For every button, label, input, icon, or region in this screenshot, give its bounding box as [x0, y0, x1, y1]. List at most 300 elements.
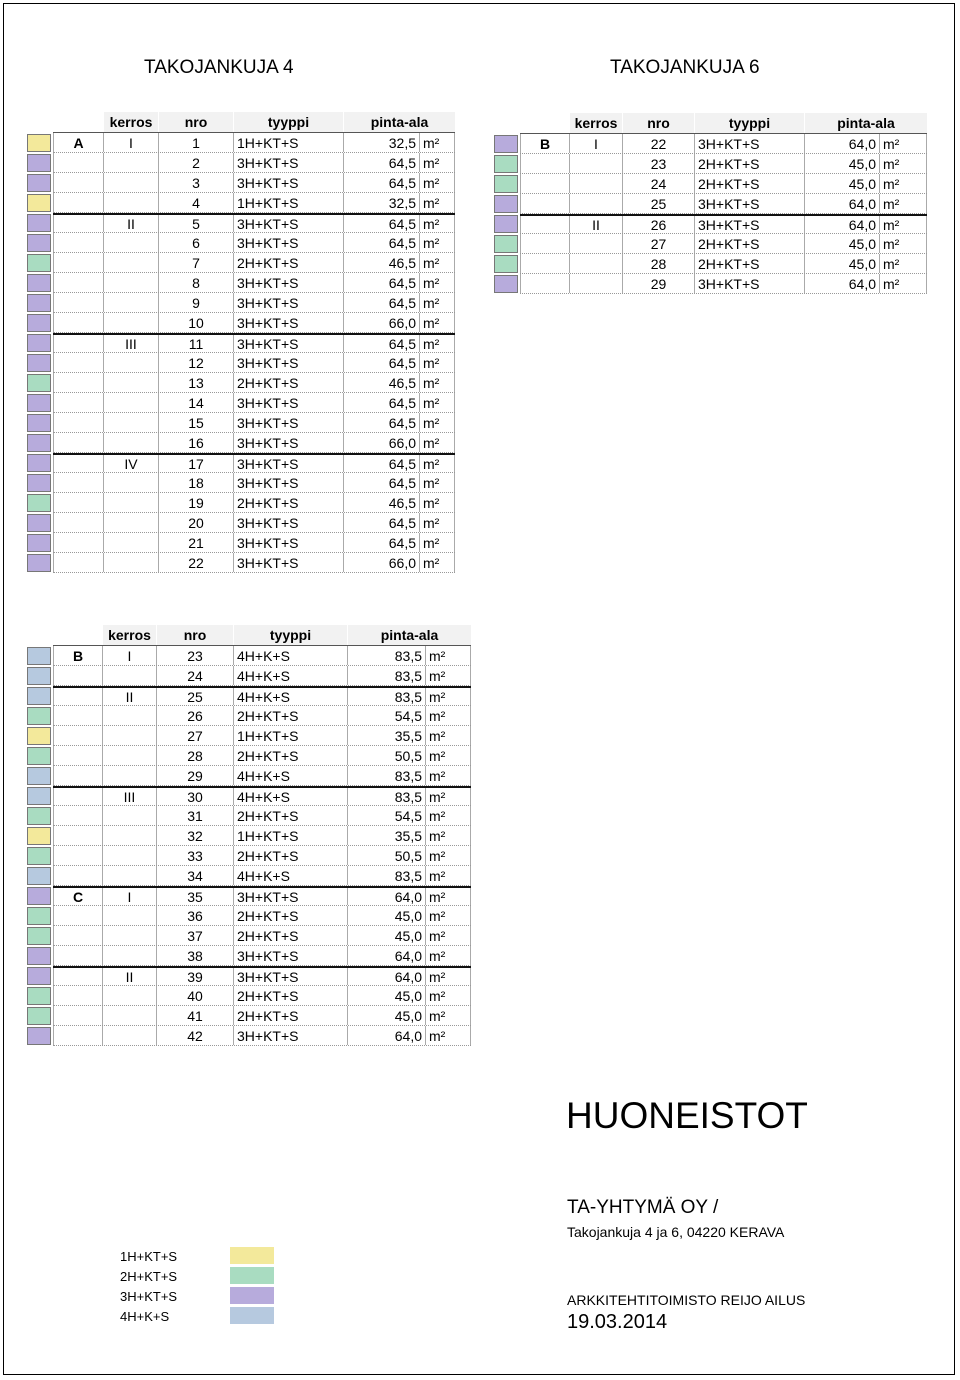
- cell-area: 45,0: [347, 1006, 425, 1025]
- cell-unit: m²: [879, 254, 927, 273]
- cell-apartment-number: 4: [158, 193, 233, 212]
- cell-unit: m²: [419, 393, 455, 412]
- row-cells: [53, 726, 471, 746]
- row-cells: [53, 473, 455, 493]
- row-cells: [53, 433, 455, 453]
- cell-apartment-type: 4H+K+S: [233, 666, 347, 685]
- row-cells: [53, 413, 455, 433]
- header-kerros: kerros: [102, 625, 156, 645]
- legend-swatch: [230, 1287, 274, 1304]
- cell-floor: IV: [103, 455, 158, 472]
- cell-block: [53, 533, 103, 552]
- type-color-swatch: [494, 275, 518, 293]
- cell-floor: [569, 194, 622, 213]
- header-kerros: kerros: [569, 113, 622, 133]
- row-cells: [53, 746, 471, 766]
- cell-apartment-type: 1H+KT+S: [233, 133, 343, 152]
- type-color-swatch: [27, 434, 51, 452]
- cell-apartment-number: 17: [158, 455, 233, 472]
- cell-block: [53, 513, 103, 532]
- cell-unit: m²: [425, 726, 471, 745]
- type-color-swatch: [27, 887, 51, 905]
- cell-unit: m²: [419, 215, 455, 232]
- cell-block: [53, 393, 103, 412]
- row-cells: [53, 866, 471, 886]
- cell-apartment-type: 3H+KT+S: [233, 233, 343, 252]
- cell-apartment-type: 3H+KT+S: [233, 455, 343, 472]
- cell-apartment-type: 3H+KT+S: [233, 335, 343, 352]
- cell-apartment-number: 12: [158, 353, 233, 372]
- cell-floor: [103, 293, 158, 312]
- cell-unit: m²: [879, 134, 927, 153]
- cell-floor: [102, 1006, 156, 1025]
- cell-apartment-number: 16: [158, 433, 233, 452]
- cell-area: 83,5: [347, 666, 425, 685]
- cell-area: 83,5: [347, 866, 425, 885]
- cell-block: [53, 293, 103, 312]
- cell-apartment-number: 15: [158, 413, 233, 432]
- cell-unit: m²: [419, 335, 455, 352]
- cell-floor: [103, 253, 158, 272]
- cell-apartment-number: 27: [622, 234, 694, 253]
- cell-unit: m²: [419, 373, 455, 392]
- cell-area: 64,5: [343, 353, 419, 372]
- type-color-swatch: [27, 354, 51, 372]
- cell-apartment-type: 3H+KT+S: [233, 215, 343, 232]
- cell-apartment-type: 4H+K+S: [233, 766, 347, 785]
- cell-area: 45,0: [804, 254, 879, 273]
- type-color-swatch: [27, 474, 51, 492]
- cell-block: [53, 455, 103, 472]
- cell-apartment-type: 2H+KT+S: [233, 806, 347, 825]
- row-cells: [520, 254, 927, 274]
- type-color-swatch: [27, 274, 51, 292]
- cell-area: 64,5: [343, 413, 419, 432]
- row-cells: [53, 946, 471, 966]
- cell-block: [53, 986, 102, 1005]
- cell-apartment-number: 7: [158, 253, 233, 272]
- cell-floor: [102, 846, 156, 865]
- type-color-swatch: [27, 454, 51, 472]
- type-color-swatch: [494, 175, 518, 193]
- type-color-swatch: [27, 827, 51, 845]
- cell-area: 64,0: [347, 968, 425, 985]
- cell-area: 35,5: [347, 726, 425, 745]
- row-cells: [53, 986, 471, 1006]
- cell-apartment-type: 3H+KT+S: [233, 946, 347, 965]
- cell-floor: [102, 926, 156, 945]
- cell-floor: [103, 493, 158, 512]
- cell-unit: m²: [419, 353, 455, 372]
- cell-apartment-number: 34: [156, 866, 233, 885]
- cell-area: 83,5: [347, 788, 425, 805]
- cell-unit: m²: [425, 946, 471, 965]
- row-cells: [53, 513, 455, 533]
- type-color-swatch: [27, 947, 51, 965]
- cell-apartment-type: 3H+KT+S: [233, 553, 343, 572]
- cell-area: 64,0: [347, 888, 425, 905]
- cell-area: 32,5: [343, 193, 419, 212]
- cell-area: 35,5: [347, 826, 425, 845]
- cell-block: [53, 473, 103, 492]
- cell-floor: [569, 274, 622, 293]
- cell-floor: [102, 946, 156, 965]
- type-color-swatch: [27, 514, 51, 532]
- cell-unit: m²: [879, 216, 927, 233]
- row-cells: [53, 293, 455, 313]
- row-cells: [520, 274, 927, 294]
- cell-apartment-number: 24: [622, 174, 694, 193]
- type-color-swatch: [27, 334, 51, 352]
- type-color-swatch: [27, 767, 51, 785]
- type-color-swatch: [494, 215, 518, 233]
- cell-apartment-number: 28: [156, 746, 233, 765]
- cell-floor: [102, 826, 156, 845]
- cell-unit: m²: [425, 688, 471, 705]
- cell-block: B: [520, 134, 569, 153]
- cell-apartment-type: 3H+KT+S: [233, 433, 343, 452]
- cell-block: [53, 726, 102, 745]
- table-header: [520, 113, 927, 134]
- cell-apartment-type: 3H+KT+S: [694, 194, 804, 213]
- cell-apartment-number: 23: [156, 646, 233, 665]
- cell-unit: m²: [879, 154, 927, 173]
- cell-unit: m²: [419, 253, 455, 272]
- cell-block: [53, 688, 102, 705]
- drawing-date: 19.03.2014: [567, 1311, 668, 1333]
- cell-apartment-number: 37: [156, 926, 233, 945]
- cell-apartment-number: 29: [156, 766, 233, 785]
- row-cells: [53, 826, 471, 846]
- cell-unit: m²: [419, 553, 455, 572]
- cell-apartment-type: 4H+K+S: [233, 688, 347, 705]
- type-color-swatch: [27, 534, 51, 552]
- cell-unit: m²: [419, 193, 455, 212]
- cell-area: 45,0: [804, 154, 879, 173]
- cell-area: 64,0: [347, 1026, 425, 1045]
- header-blank: [53, 112, 103, 132]
- cell-apartment-number: 1: [158, 133, 233, 152]
- cell-apartment-type: 3H+KT+S: [233, 293, 343, 312]
- cell-floor: [569, 154, 622, 173]
- row-cells: [53, 453, 455, 473]
- row-cells: [53, 1026, 471, 1046]
- cell-apartment-type: 3H+KT+S: [694, 274, 804, 293]
- cell-apartment-type: 3H+KT+S: [694, 216, 804, 233]
- cell-apartment-number: 24: [156, 666, 233, 685]
- cell-area: 45,0: [347, 906, 425, 925]
- cell-unit: m²: [419, 473, 455, 492]
- cell-apartment-type: 4H+K+S: [233, 646, 347, 665]
- cell-block: [53, 253, 103, 272]
- cell-block: [53, 215, 103, 232]
- cell-apartment-number: 33: [156, 846, 233, 865]
- row-cells: [53, 273, 455, 293]
- type-color-swatch: [27, 394, 51, 412]
- type-color-swatch: [27, 987, 51, 1005]
- cell-apartment-number: 26: [156, 706, 233, 725]
- header-pinta-ala: pinta-ala: [347, 625, 471, 645]
- cell-unit: m²: [425, 788, 471, 805]
- cell-floor: [102, 986, 156, 1005]
- cell-floor: [102, 806, 156, 825]
- cell-block: [53, 353, 103, 372]
- cell-area: 64,5: [343, 273, 419, 292]
- cell-area: 64,0: [804, 274, 879, 293]
- cell-floor: III: [102, 788, 156, 805]
- cell-apartment-type: 1H+KT+S: [233, 726, 347, 745]
- cell-apartment-number: 29: [622, 274, 694, 293]
- cell-apartment-number: 25: [622, 194, 694, 213]
- cell-area: 46,5: [343, 253, 419, 272]
- type-color-swatch: [27, 867, 51, 885]
- cell-floor: I: [103, 133, 158, 152]
- cell-area: 83,5: [347, 766, 425, 785]
- cell-apartment-type: 4H+K+S: [233, 788, 347, 805]
- type-color-swatch: [27, 727, 51, 745]
- cell-floor: I: [102, 646, 156, 665]
- row-cells: [53, 646, 471, 666]
- cell-block: [53, 193, 103, 212]
- cell-block: [53, 1006, 102, 1025]
- cell-apartment-type: 3H+KT+S: [233, 273, 343, 292]
- cell-floor: [103, 413, 158, 432]
- cell-floor: [102, 866, 156, 885]
- cell-floor: [103, 373, 158, 392]
- legend-label: 2H+KT+S: [120, 1269, 178, 1284]
- type-color-swatch: [27, 967, 51, 985]
- cell-block: [53, 866, 102, 885]
- header-nro: nro: [156, 625, 233, 645]
- cell-area: 64,0: [347, 946, 425, 965]
- row-cells: [53, 686, 471, 706]
- type-color-swatch: [27, 707, 51, 725]
- cell-block: [53, 806, 102, 825]
- cell-apartment-type: 3H+KT+S: [233, 413, 343, 432]
- cell-apartment-type: 3H+KT+S: [233, 153, 343, 172]
- cell-floor: [103, 193, 158, 212]
- heading-takojankuja-4: TAKOJANKUJA 4: [144, 57, 294, 78]
- cell-area: 46,5: [343, 373, 419, 392]
- cell-block: [520, 216, 569, 233]
- cell-block: [53, 1026, 102, 1045]
- cell-apartment-type: 2H+KT+S: [694, 234, 804, 253]
- cell-area: 83,5: [347, 688, 425, 705]
- cell-apartment-number: 5: [158, 215, 233, 232]
- cell-apartment-type: 3H+KT+S: [233, 513, 343, 532]
- cell-block: [520, 234, 569, 253]
- cell-block: [53, 553, 103, 572]
- type-color-swatch: [27, 907, 51, 925]
- cell-area: 66,0: [343, 313, 419, 332]
- type-color-swatch: [494, 255, 518, 273]
- cell-unit: m²: [425, 826, 471, 845]
- cell-apartment-number: 13: [158, 373, 233, 392]
- cell-unit: m²: [425, 706, 471, 725]
- cell-unit: m²: [425, 766, 471, 785]
- cell-block: [53, 906, 102, 925]
- cell-unit: m²: [425, 926, 471, 945]
- cell-area: 64,0: [804, 216, 879, 233]
- cell-apartment-number: 18: [158, 473, 233, 492]
- legend-item: [120, 1307, 280, 1327]
- cell-unit: m²: [879, 174, 927, 193]
- cell-apartment-number: 40: [156, 986, 233, 1005]
- cell-unit: m²: [879, 194, 927, 213]
- cell-block: [53, 373, 103, 392]
- cell-floor: [103, 533, 158, 552]
- type-color-swatch: [27, 154, 51, 172]
- type-color-swatch: [27, 667, 51, 685]
- drawing-title: HUONEISTOT: [566, 1095, 808, 1136]
- cell-block: [53, 153, 103, 172]
- cell-area: 83,5: [347, 646, 425, 665]
- cell-area: 45,0: [347, 986, 425, 1005]
- type-color-swatch: [27, 214, 51, 232]
- cell-floor: [569, 234, 622, 253]
- cell-apartment-number: 14: [158, 393, 233, 412]
- row-cells: [53, 173, 455, 193]
- row-cells: [53, 966, 471, 986]
- cell-unit: m²: [419, 455, 455, 472]
- type-color-swatch: [27, 747, 51, 765]
- cell-floor: [102, 1026, 156, 1045]
- cell-apartment-type: 3H+KT+S: [233, 1026, 347, 1045]
- cell-area: 64,5: [343, 533, 419, 552]
- cell-area: 45,0: [347, 926, 425, 945]
- row-cells: [53, 806, 471, 826]
- cell-unit: m²: [419, 313, 455, 332]
- table-header: [53, 112, 455, 133]
- type-color-swatch: [27, 687, 51, 705]
- header-tyyppi: tyyppi: [694, 113, 804, 133]
- cell-floor: [103, 393, 158, 412]
- cell-unit: m²: [425, 646, 471, 665]
- cell-area: 50,5: [347, 746, 425, 765]
- row-cells: [53, 133, 455, 153]
- cell-area: 64,5: [343, 473, 419, 492]
- cell-apartment-type: 2H+KT+S: [233, 906, 347, 925]
- cell-apartment-number: 31: [156, 806, 233, 825]
- type-color-swatch: [27, 374, 51, 392]
- cell-block: [53, 173, 103, 192]
- cell-block: A: [53, 133, 103, 152]
- cell-apartment-type: 2H+KT+S: [233, 926, 347, 945]
- type-color-swatch: [27, 554, 51, 572]
- cell-area: 66,0: [343, 433, 419, 452]
- cell-floor: I: [569, 134, 622, 153]
- cell-apartment-number: 22: [158, 553, 233, 572]
- cell-area: 45,0: [804, 174, 879, 193]
- type-color-swatch: [27, 1007, 51, 1025]
- cell-unit: m²: [879, 234, 927, 253]
- type-color-swatch: [27, 787, 51, 805]
- architect-office: ARKKITEHTITOIMISTO REIJO AILUS: [567, 1292, 806, 1308]
- cell-unit: m²: [419, 153, 455, 172]
- cell-area: 64,0: [804, 134, 879, 153]
- row-cells: [53, 233, 455, 253]
- row-cells: [53, 926, 471, 946]
- header-pinta-ala: pinta-ala: [804, 113, 927, 133]
- cell-block: [53, 433, 103, 452]
- cell-block: [53, 493, 103, 512]
- cell-apartment-type: 3H+KT+S: [233, 313, 343, 332]
- header-pinta-ala: pinta-ala: [343, 112, 455, 132]
- header-kerros: kerros: [103, 112, 158, 132]
- cell-floor: [569, 174, 622, 193]
- row-cells: [53, 766, 471, 786]
- cell-apartment-number: 28: [622, 254, 694, 273]
- header-tyyppi: tyyppi: [233, 625, 347, 645]
- row-cells: [53, 213, 455, 233]
- legend-item: [120, 1247, 280, 1267]
- type-color-swatch: [494, 155, 518, 173]
- row-cells: [53, 153, 455, 173]
- cell-unit: m²: [879, 274, 927, 293]
- cell-unit: m²: [425, 806, 471, 825]
- row-cells: [53, 1006, 471, 1026]
- cell-apartment-number: 20: [158, 513, 233, 532]
- cell-floor: [103, 473, 158, 492]
- cell-block: [53, 706, 102, 725]
- cell-floor: [103, 173, 158, 192]
- cell-unit: m²: [425, 1026, 471, 1045]
- row-cells: [53, 393, 455, 413]
- row-cells: [53, 253, 455, 273]
- cell-apartment-type: 2H+KT+S: [233, 846, 347, 865]
- cell-unit: m²: [419, 493, 455, 512]
- type-color-swatch: [27, 234, 51, 252]
- cell-apartment-type: 2H+KT+S: [694, 154, 804, 173]
- cell-apartment-number: 25: [156, 688, 233, 705]
- cell-block: [53, 233, 103, 252]
- cell-block: [53, 968, 102, 985]
- row-cells: [53, 906, 471, 926]
- cell-apartment-number: 41: [156, 1006, 233, 1025]
- cell-apartment-number: 32: [156, 826, 233, 845]
- legend-swatch: [230, 1267, 274, 1284]
- cell-apartment-number: 22: [622, 134, 694, 153]
- cell-block: [520, 174, 569, 193]
- row-cells: [53, 886, 471, 906]
- cell-area: 66,0: [343, 553, 419, 572]
- type-color-swatch: [494, 135, 518, 153]
- cell-floor: [102, 746, 156, 765]
- cell-apartment-number: 36: [156, 906, 233, 925]
- cell-block: [53, 335, 103, 352]
- cell-area: 64,5: [343, 393, 419, 412]
- cell-unit: m²: [419, 273, 455, 292]
- cell-block: [520, 254, 569, 273]
- cell-unit: m²: [425, 888, 471, 905]
- cell-floor: [102, 666, 156, 685]
- row-cells: [520, 214, 927, 234]
- row-cells: [53, 333, 455, 353]
- row-cells: [53, 846, 471, 866]
- cell-area: 32,5: [343, 133, 419, 152]
- type-color-swatch: [27, 194, 51, 212]
- cell-area: 50,5: [347, 846, 425, 865]
- type-color-swatch: [27, 494, 51, 512]
- cell-floor: [103, 233, 158, 252]
- row-cells: [53, 493, 455, 513]
- cell-apartment-number: 27: [156, 726, 233, 745]
- cell-apartment-number: 23: [622, 154, 694, 173]
- cell-unit: m²: [419, 513, 455, 532]
- cell-floor: [103, 153, 158, 172]
- header-blank: [53, 625, 102, 645]
- row-cells: [520, 154, 927, 174]
